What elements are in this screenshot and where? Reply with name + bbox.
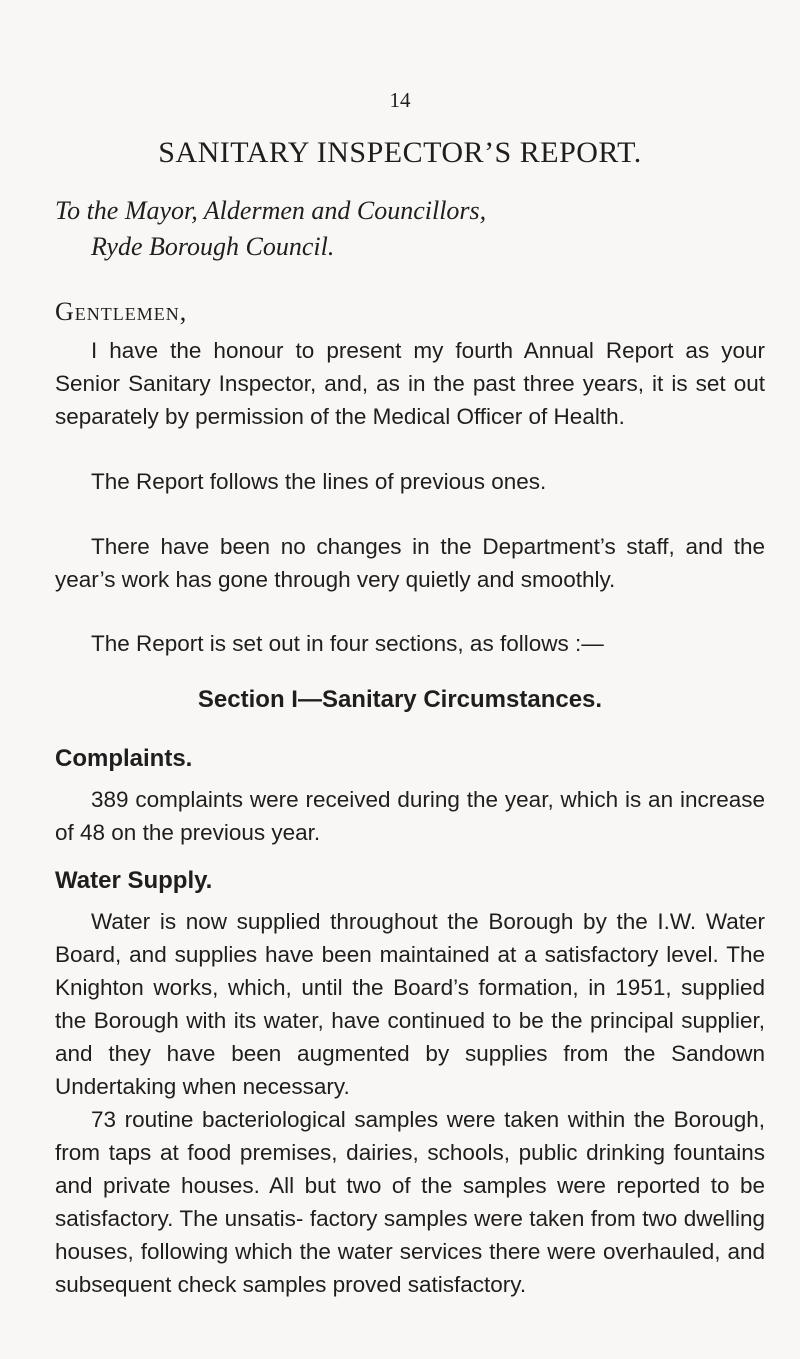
paragraph-lines: The Report follows the lines of previous ones. — [91, 469, 547, 494]
samples-paragraph: 73 routine bacteriological samples were taken within the Borough, from taps at food premises, dairies, schools, public drinking fountains and private houses. All but two of the samples were reported to be satisfactory. The unsatis- factory samples were taken from two dwelling houses, following which the water services there were overhauled, and subsequent check samples proved satisfactory. — [55, 1107, 765, 1297]
water-supply-paragraph: Water is now supplied throughout the Borough by the I.W. Water Board, and supplies have been maintained at a satisfactory level. The Knighton works, which, until the Board’s formation, in 1951, supplied the Borough with its water, have continued to be the principal supplier, and they have been augmented by supplies from the Sandown Undertaking when necessary. — [55, 909, 765, 1099]
complaints-paragraph: 389 complaints were received during the year, which is an increase of 48 on the previous year. — [55, 787, 765, 845]
section-heading: Section I—Sanitary Circumstances. — [197, 686, 603, 713]
paragraph-staff: There have been no changes in the Department’s staff, and the year’s work has gone through very quietly and smoothly. — [55, 534, 765, 592]
paragraph-sections: The Report is set out in four sections, as follows :— — [91, 631, 604, 656]
report-title: SANITARY INSPECTOR’S REPORT. — [158, 136, 642, 169]
address-line-2: Ryde Borough Council. — [91, 232, 335, 261]
page-number: 14 — [389, 88, 411, 112]
water-supply-heading: Water Supply. — [55, 867, 213, 894]
complaints-heading: Complaints. — [55, 745, 193, 772]
salutation: Gentlemen, — [55, 297, 188, 326]
address-line-1: To the Mayor, Aldermen and Councillors, — [55, 196, 487, 225]
paragraph-intro: I have the honour to present my fourth Annual Report as your Senior Sanitary Inspector, and, as in the past three years, it is set out separately by permission of the Medical Officer of Health. — [55, 338, 765, 429]
